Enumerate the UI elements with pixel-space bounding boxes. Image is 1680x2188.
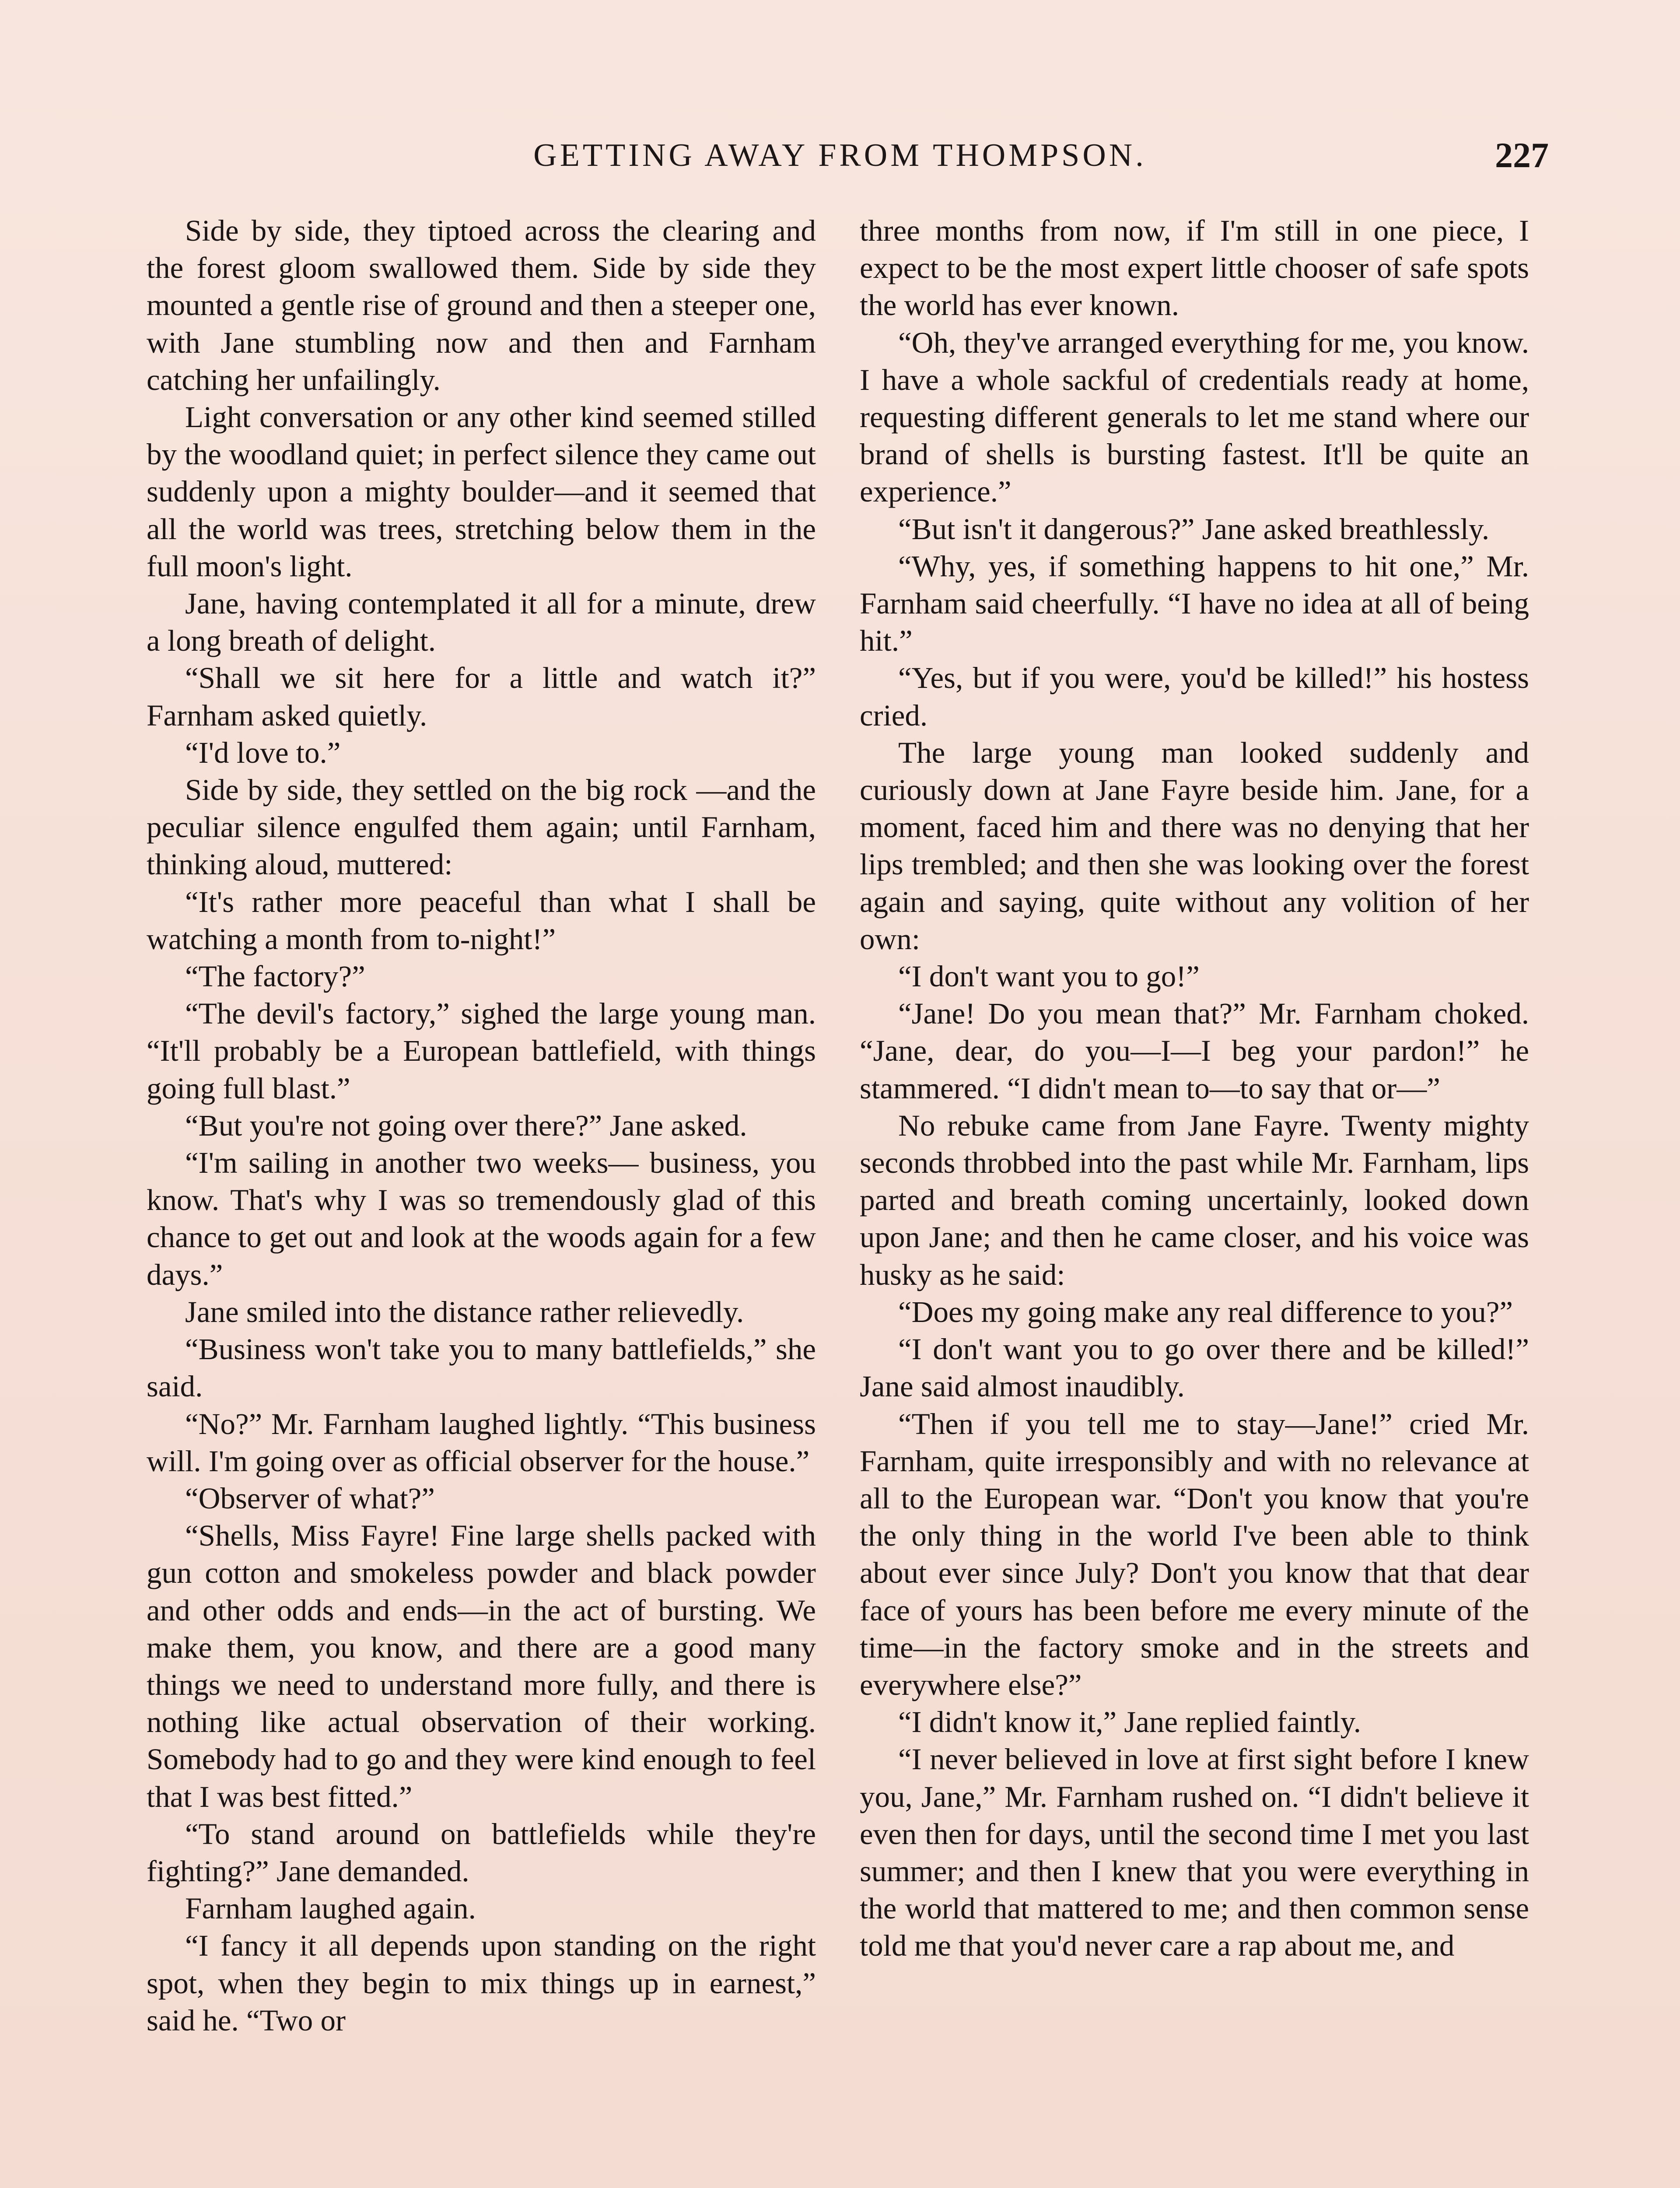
paragraph: Light conversation or any other kind seemed stilled by the woodland quiet; in perfect silence they came out suddenly upon a mighty boulder—and it seemed that all the world was trees, stretching below them in the full moon's light. [147, 400, 816, 583]
paragraph: “The devil's factory,” sighed the large young man. “It'll probably be a European battlefield, with things going full blast.” [147, 997, 816, 1105]
paragraph: “I don't want you to go over there and be killed!” Jane said almost inaudibly. [860, 1332, 1529, 1403]
paragraph: Jane, having contemplated it all for a minute, drew a long breath of delight. [147, 587, 816, 658]
paragraph: “Yes, but if you were, you'd be killed!” his hostess cried. [860, 661, 1529, 732]
paragraph: Jane smiled into the distance rather relievedly. [185, 1295, 744, 1329]
paragraph: “Business won't take you to many battlefields,” she said. [147, 1332, 816, 1403]
paragraph: “But you're not going over there?” Jane asked. [185, 1108, 747, 1142]
paragraph: “Then if you tell me to stay—Jane!” cried Mr. Farnham, quite irresponsibly and with no relevance at all to the European war. “Don't you know that you're the only thing in the world I've been able to think about ever since July? Don't you know that that dear face of yours has been before me every minute of the time—in the factory smoke and in the streets and everywhere else?” [860, 1407, 1529, 1701]
paragraph: “No?” Mr. Farnham laughed lightly. “This business will. I'm going over as official observer for the house.” [147, 1407, 816, 1478]
paragraph: “Observer of what?” [185, 1481, 435, 1515]
paragraph: No rebuke came from Jane Fayre. Twenty mighty seconds throbbed into the past while Mr. Farnham, lips parted and breath coming uncertainly, looked down upon Jane; and then he came closer, and his voice was husky as he said: [860, 1108, 1529, 1291]
running-head: GETTING AWAY FROM THOMPSON. [533, 137, 1147, 173]
paragraph: “The factory?” [185, 960, 365, 993]
paragraph: The large young man looked suddenly and curiously down at Jane Fayre beside him. Jane, for a moment, faced him and there was no denying that her lips trembled; and then she was looking over the forest again and saying, quite without any volition of her own: [860, 736, 1529, 956]
paragraph: “Does my going make any real difference to you?” [898, 1295, 1513, 1329]
paragraph: “I'm sailing in another two weeks— business, you know. That's why I was so tremendously glad of this chance to get out and look at the woods again for a few days.” [147, 1146, 816, 1291]
paragraph: “Why, yes, if something happens to hit one,” Mr. Farnham said cheerfully. “I have no idea at all of being hit.” [860, 549, 1529, 658]
right-column [860, 212, 1529, 2188]
paragraph: “I didn't know it,” Jane replied faintly. [898, 1705, 1361, 1739]
paragraph: “It's rather more peaceful than what I shall be watching a month from to-night!” [147, 885, 816, 956]
paragraph: “But isn't it dangerous?” Jane asked breathlessly. [898, 512, 1490, 546]
page-number: 227 [1495, 135, 1549, 175]
paragraph: “Shells, Miss Fayre! Fine large shells packed with gun cotton and smokeless powder and black powder and other odds and ends—in the act of bursting. We make them, you know, and there are a good many things we need to understand more fully, and there is nothing like actual observation of their working. Somebody had to go and they were kind enough to feel that I was best fitted.” [147, 1519, 816, 1813]
paragraph: Side by side, they settled on the big rock —and the peculiar silence engulfed them again; until Farnham, thinking aloud, muttered: [147, 773, 816, 881]
paragraph: “To stand around on battlefields while they're fighting?” Jane demanded. [147, 1817, 816, 1888]
paragraph: “I don't want you to go!” [898, 960, 1200, 993]
paragraph: “I fancy it all depends upon standing on the right spot, when they begin to mix things up in earnest,” said he. “Two or [147, 1929, 816, 2037]
paragraph-continuation: three months from now, if I'm still in one piece, I expect to be the most expert little chooser of safe spots the world has ever known. [860, 214, 1529, 322]
paragraph: Farnham laughed again. [185, 1892, 476, 1925]
left-column [147, 212, 816, 2188]
page-header [131, 131, 1549, 179]
paragraph: “I'd love to.” [185, 736, 341, 769]
paragraph: “Oh, they've arranged everything for me, you know. I have a whole sackful of credentials ready at home, requesting different generals to let me stand where our brand of shells is bursting fastest. It'll be quite an experience.” [860, 326, 1529, 508]
paragraph: “Shall we sit here for a little and watch it?” Farnham asked quietly. [147, 661, 816, 732]
paragraph: “I never believed in love at first sight before I knew you, Jane,” Mr. Farnham rushed on. “I didn't believe it even then for days, until the second time I met you last summer; and then I knew that you were everything in the world that mattered to me; and then common sense told me that you'd never care a rap about me, and [860, 1743, 1529, 1963]
paragraph: “Jane! Do you mean that?” Mr. Farnham choked. “Jane, dear, do you—I—I beg your pardon!” he stammered. “I didn't mean to—to say that or—” [860, 997, 1529, 1105]
paragraph: Side by side, they tiptoed across the clearing and the forest gloom swallowed them. Side by side they mounted a gentle rise of ground and then a steeper one, with Jane stumbling now and then and Farnham catching her unfailingly. [147, 214, 816, 396]
